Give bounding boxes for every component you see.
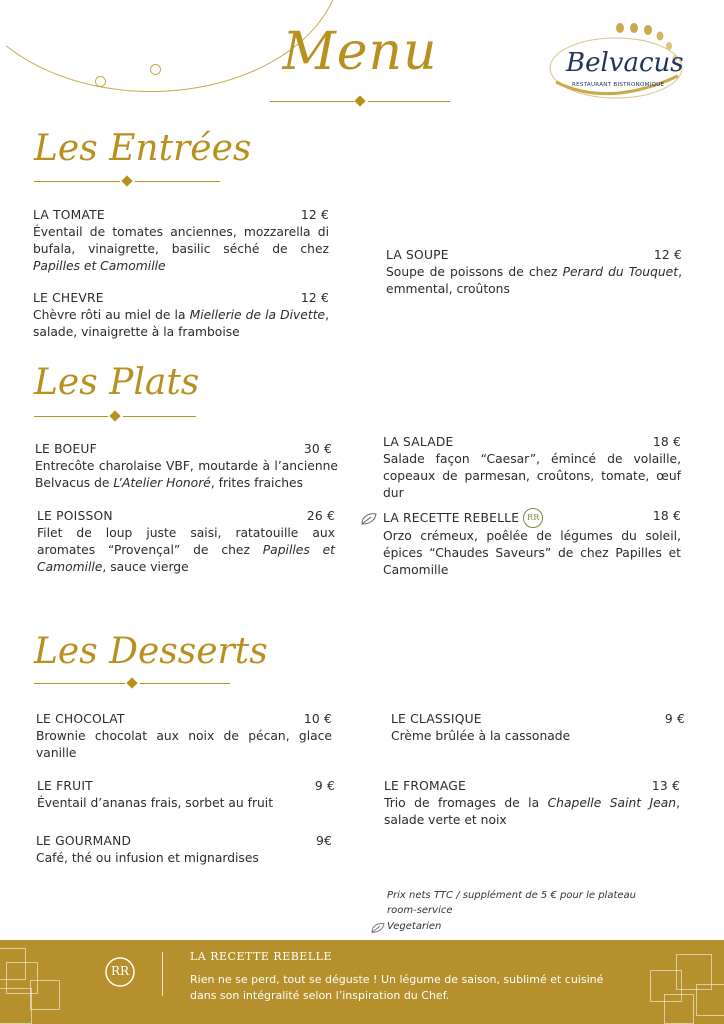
item-name: LE CHOCOLAT: [36, 712, 125, 726]
item-price: 18 €: [652, 435, 681, 449]
plats-divider: [34, 411, 196, 423]
item-description-end: , emmental, croûtons: [386, 265, 682, 296]
item-description: Éventail de tomates anciennes, mozzarella di bufala, vinaigrette, basilic séché de chez: [33, 225, 329, 256]
menu-item: [383, 508, 681, 579]
footer-title: LA RECETTE REBELLE: [190, 950, 332, 963]
item-name: LE POISSON: [37, 509, 113, 523]
item-description-end: , sauce vierge: [102, 560, 189, 574]
item-description: Salade façon “Caesar”, émincé de volaille, copeaux de parmesan, croûtons, tomate, œuf dur: [383, 452, 681, 500]
footer-monogram-text: RR: [110, 964, 130, 978]
item-description: Chèvre rôti au miel de la: [33, 308, 190, 322]
decorative-dot-1: [95, 76, 106, 87]
vegetarian-legend: Vegetarien: [387, 921, 442, 932]
item-description: Soupe de poissons de chez: [386, 265, 563, 279]
item-supplier: Papilles et Camomille: [33, 259, 166, 273]
item-price: 10 €: [303, 712, 332, 726]
item-price: 12 €: [300, 291, 329, 305]
item-supplier: Papilles et Camomille: [37, 543, 335, 574]
item-name: LE CHEVRE: [33, 291, 104, 305]
item-description: Entrecôte charolaise VBF, moutarde à l’ancienne Belvacus de: [35, 459, 338, 490]
item-price: 9€: [315, 834, 332, 848]
item-description-end: , salade, vinaigrette à la framboise: [33, 308, 329, 339]
menu-item: [383, 434, 681, 502]
menu-title: Menu: [282, 22, 438, 82]
item-name: LE FROMAGE: [384, 779, 466, 793]
menu-item: [36, 711, 332, 762]
item-name: LE FRUIT: [37, 779, 93, 793]
item-price: 18 €: [652, 509, 681, 523]
menu-item: [386, 247, 682, 298]
item-description-end: , frites fraiches: [210, 476, 303, 490]
vegetarian-leaf-icon: [370, 919, 386, 931]
item-supplier: Chapelle Saint Jean: [547, 796, 677, 810]
item-price: 9 €: [314, 779, 335, 793]
item-description: Orzo crémeux, poêlée de légumes du soleil, épices “Chaudes Saveurs” de chez Papilles et Camomille: [383, 529, 681, 577]
section-title-entrees: Les Entrées: [34, 128, 252, 169]
footer-text: Rien ne se perd, tout se déguste ! Un légume de saison, sublimé et cuisiné dans son intégralité selon l’inspiration du Chef.: [190, 973, 604, 1002]
menu-title-divider: [270, 96, 450, 108]
belvacus-logo: [548, 22, 688, 104]
entrees-divider: [34, 176, 220, 188]
item-price: 30 €: [303, 442, 332, 456]
menu-item: [37, 508, 335, 576]
item-description: Crème brûlée à la cassonade: [391, 729, 571, 743]
item-name: LE GOURMAND: [36, 834, 132, 848]
item-name: LE CLASSIQUE: [391, 712, 482, 726]
item-price: 13 €: [651, 779, 680, 793]
menu-item: [33, 290, 329, 341]
leaf-icon: [360, 511, 378, 525]
menu-item: [36, 833, 334, 867]
item-price: 9 €: [664, 712, 685, 726]
menu-item: [391, 711, 685, 745]
section-title-plats: Les Plats: [34, 362, 200, 403]
item-price: 12 €: [300, 208, 329, 222]
menu-item: [384, 778, 680, 829]
item-price: 26 €: [306, 509, 335, 523]
section-title-desserts: Les Desserts: [34, 631, 268, 672]
footer-separator: [162, 952, 163, 996]
decorative-dot-2: [150, 64, 161, 75]
item-description-end: , salade verte et noix: [384, 796, 680, 827]
item-description: Éventail d’ananas frais, sorbet au fruit: [37, 796, 274, 810]
item-description: Filet de loup juste saisi, ratatouille aux aromates “Provençal” de chez: [37, 526, 335, 557]
item-name: LE BOEUF: [35, 442, 97, 456]
item-supplier: L’Atelier Honoré: [113, 476, 211, 490]
item-name: LA SALADE: [383, 435, 454, 449]
menu-item: [35, 441, 338, 492]
menu-item: [33, 207, 329, 275]
footer-rr-monogram-icon: [104, 956, 136, 988]
menu-item: [37, 778, 335, 812]
price-note: Prix nets TTC / supplément de 5 € pour le plateau room-service: [387, 890, 637, 916]
item-name: LA SOUPE: [386, 248, 449, 262]
item-supplier: Perard du Touquet: [562, 265, 679, 279]
desserts-divider: [34, 678, 230, 690]
item-name: LA RECETTE REBELLE: [383, 510, 520, 525]
item-price: 12 €: [653, 248, 682, 262]
item-description: Trio de fromages de la: [384, 796, 548, 810]
item-description: Brownie chocolat aux noix de pécan, glace vanille: [36, 729, 332, 760]
item-name: LA TOMATE: [33, 208, 105, 222]
logo-name: Belvacus: [566, 48, 684, 78]
item-supplier: Miellerie de la Divette: [189, 308, 326, 322]
rr-monogram-icon: RR: [523, 508, 543, 528]
logo-subtitle: RESTAURANT BISTRONOMIQUE: [572, 82, 665, 88]
item-description: Café, thé ou infusion et mignardises: [36, 851, 259, 865]
